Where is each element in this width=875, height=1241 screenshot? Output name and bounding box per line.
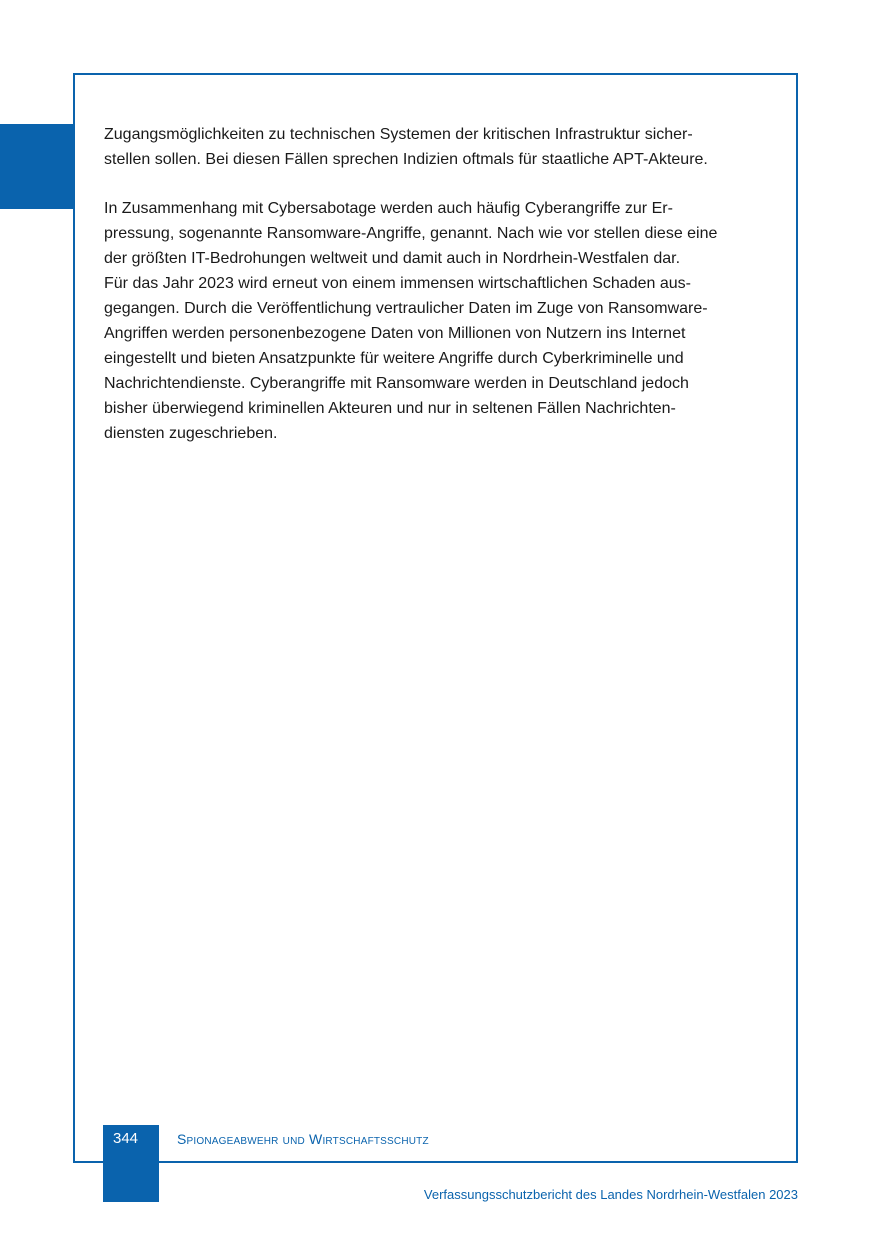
page-number-box <box>103 1125 159 1202</box>
text-line: bisher überwiegend kriminellen Akteuren und nur in seltenen Fällen Nachrichten- <box>104 400 676 417</box>
text-line: In Zusammenhang mit Cybersabotage werden auch häufig Cyberangriffe zur Er- <box>104 200 673 217</box>
text-line: der größten IT-Bedrohungen weltweit und damit auch in Nordrhein-Westfalen dar. <box>104 250 681 267</box>
text-line: Zugangsmöglichkeiten zu technischen Systemen der kritischen Infrastruktur sicher- <box>104 126 693 143</box>
page-number: 344 <box>112 1130 139 1147</box>
paragraph-1 <box>104 122 769 172</box>
text-line: gegangen. Durch die Veröffentlichung vertraulicher Daten im Zuge von Ransomware- <box>104 300 708 317</box>
paragraph-2 <box>104 196 769 446</box>
text-line: diensten zugeschrieben. <box>104 425 278 442</box>
text-line: Nachrichtendienste. Cyberangriffe mit Ransomware werden in Deutschland jedoch <box>104 375 689 392</box>
publication-title: Verfassungsschutzbericht des Landes Nordrhein-Westfalen 2023 <box>423 1187 798 1202</box>
text-line: Für das Jahr 2023 wird erneut von einem immensen wirtschaftlichen Schaden aus- <box>104 275 691 292</box>
main-text <box>104 122 769 446</box>
side-tab-marker <box>0 124 74 209</box>
section-title: Spionageabwehr und Wirtschaftsschutz <box>177 1131 429 1147</box>
text-line: eingestellt und bieten Ansatzpunkte für weitere Angriffe durch Cyberkriminelle und <box>104 350 684 367</box>
text-line: Angriffen werden personenbezogene Daten von Millionen von Nutzern ins Internet <box>104 325 686 342</box>
text-line: stellen sollen. Bei diesen Fällen sprechen Indizien oftmals für staatliche APT-Akteure. <box>104 151 708 168</box>
text-line: pressung, sogenannte Ransomware-Angriffe, genannt. Nach wie vor stellen diese eine <box>104 225 718 242</box>
